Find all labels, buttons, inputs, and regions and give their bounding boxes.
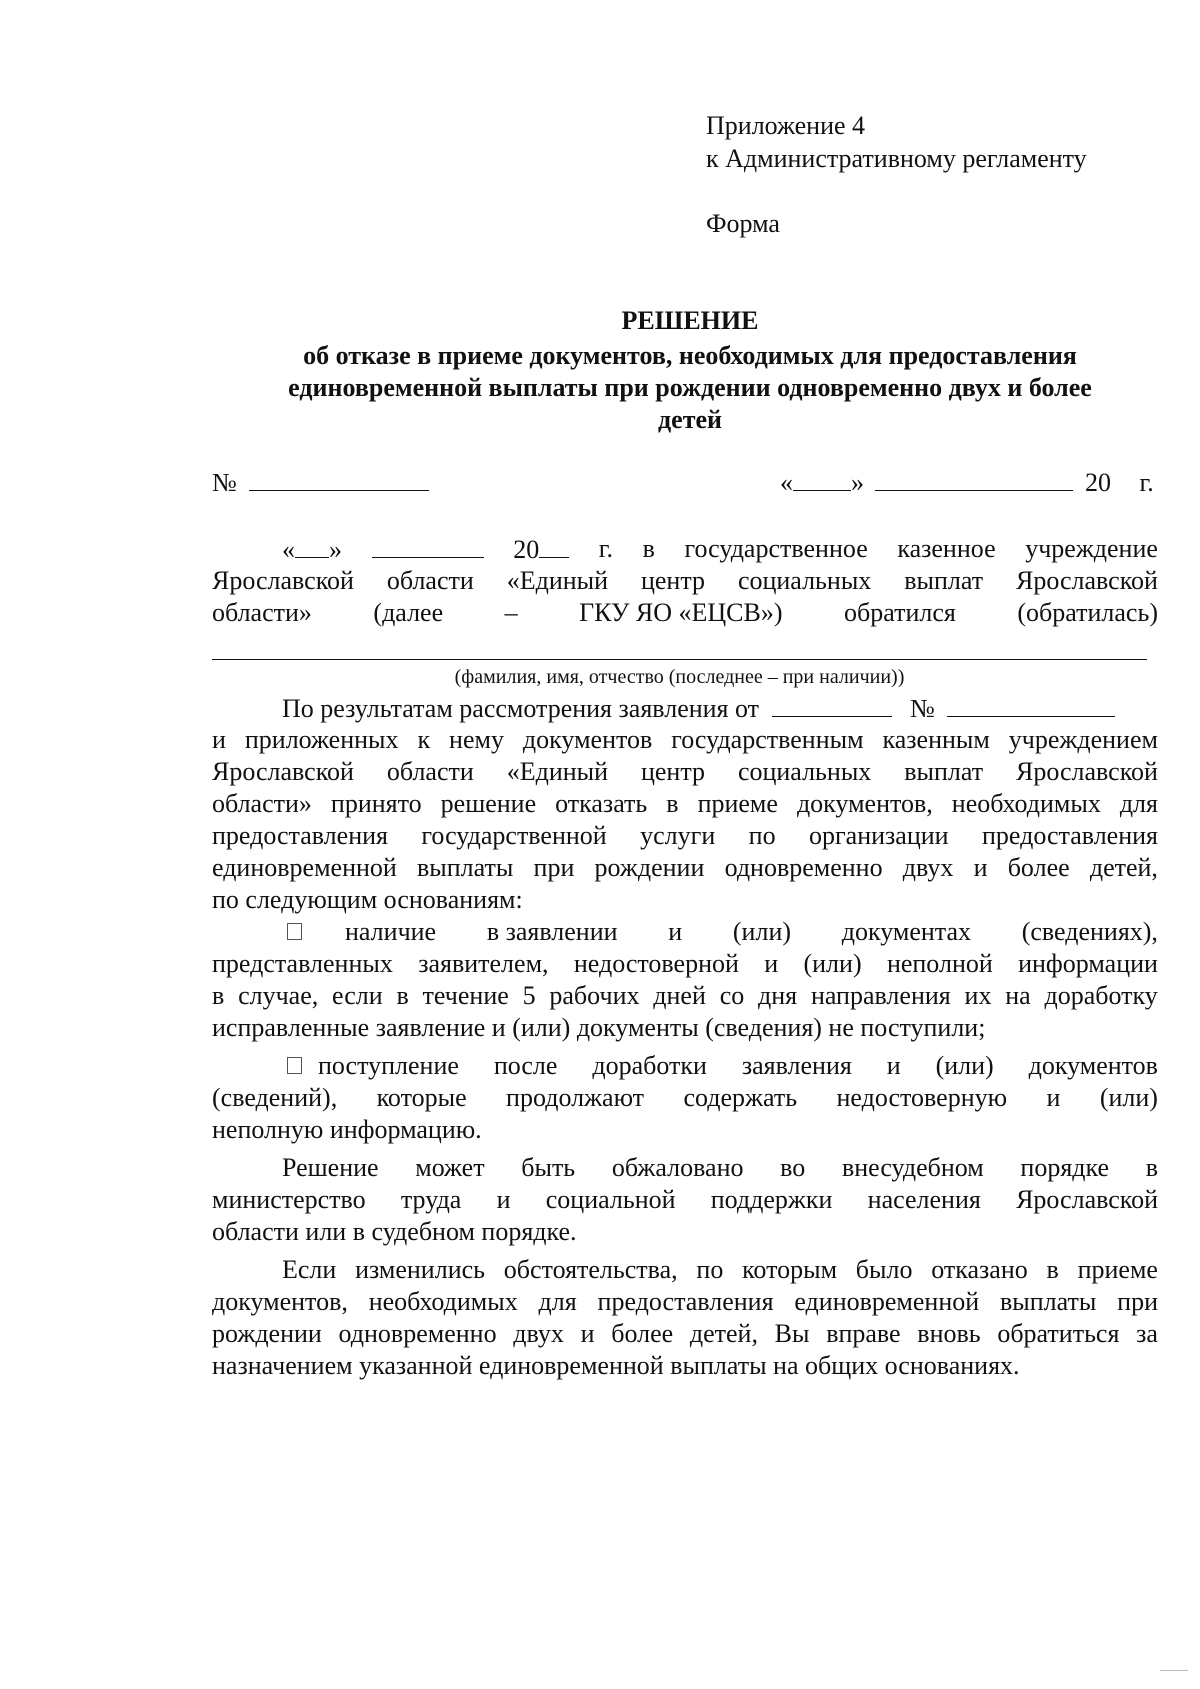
word: социальных [737, 757, 872, 786]
intro-line-3 [212, 597, 1158, 629]
word: (обратилась) [1017, 598, 1158, 627]
decision-date-row [780, 466, 1154, 499]
document-subtitle-line-2: единовременной выплаты при рождении одновременно двух и более [288, 373, 1092, 402]
result-line-7: по следующим основаниям: [212, 885, 523, 914]
word: и [668, 917, 683, 946]
word: детей, [689, 1319, 758, 1348]
word: Если [282, 1255, 337, 1284]
intro-word: г. [598, 534, 614, 563]
ground-1-line-4: исправленные заявление и (или) документы (сведения) не поступили; [212, 1013, 986, 1042]
word: предоставления [597, 1287, 774, 1316]
word: и [1046, 1083, 1061, 1112]
word: вправе [826, 1319, 901, 1348]
word: двух [902, 853, 954, 882]
word: представленных [212, 949, 393, 978]
date-year-suffix: г. [1139, 468, 1154, 497]
word: принято [330, 789, 422, 818]
word: и [580, 1319, 595, 1348]
word: государственной [421, 821, 607, 850]
word: документов [522, 725, 653, 754]
intro-line-2 [212, 565, 1158, 597]
word: населения [867, 1185, 981, 1214]
word: (сведений), [212, 1083, 338, 1112]
word: решение [440, 789, 537, 818]
word: заявителем, [418, 949, 549, 978]
word: приложенных [244, 725, 399, 754]
word: области [386, 757, 474, 786]
closing-line-1 [282, 1254, 1158, 1286]
ground-2-line-1 [318, 1050, 1158, 1082]
checkbox-icon[interactable] [287, 923, 302, 940]
word: их [964, 981, 992, 1010]
word: услуги [640, 821, 716, 850]
ground-1-checkbox-wrap [287, 916, 302, 948]
word: труда [400, 1185, 462, 1214]
document-subtitle-line-1: об отказе в приеме документов, необходимых для предоставления [303, 341, 1077, 370]
word: было [855, 1255, 913, 1284]
appeal-line-3: области или в судебном порядке. [212, 1217, 577, 1246]
word: Ярославской [1016, 1185, 1158, 1214]
word: организации [809, 821, 949, 850]
word: центр [640, 757, 706, 786]
date-quote-close: » [851, 468, 864, 497]
word: (или) [803, 949, 862, 978]
application-date-blank[interactable] [772, 692, 892, 717]
intro-month-blank[interactable] [372, 533, 484, 558]
appeal-line-1 [282, 1152, 1158, 1184]
decision-number-row [212, 466, 429, 499]
word: со [719, 981, 745, 1010]
word: – [504, 598, 518, 627]
word: на [1005, 981, 1031, 1010]
word: «Единый [506, 757, 609, 786]
intro-quote-open: « [282, 535, 295, 564]
checkbox-icon[interactable] [287, 1057, 302, 1074]
word: выплат [904, 566, 984, 595]
word: области» [212, 789, 312, 818]
word: необходимых [951, 789, 1101, 818]
word: Вы [774, 1319, 810, 1348]
word: быть [521, 1153, 576, 1182]
word: Решение [282, 1153, 379, 1182]
word: более [611, 1319, 674, 1348]
word: и [496, 1185, 511, 1214]
ground-1-line-1 [345, 916, 1158, 948]
intro-line-1 [212, 533, 1158, 566]
appendix-label: Приложение 4 [706, 111, 866, 140]
word: во [780, 1153, 806, 1182]
word: и [973, 853, 988, 882]
closing-line-2 [212, 1286, 1158, 1318]
word: области [386, 566, 474, 595]
ground-2-checkbox-wrap [287, 1050, 302, 1082]
word: Ярославской [1016, 757, 1158, 786]
word: приеме [1077, 1255, 1158, 1284]
word: по [696, 1255, 724, 1284]
word: обратиться [997, 1319, 1120, 1348]
intro-word: казенное [897, 534, 996, 563]
word: если [332, 981, 383, 1010]
word: в [212, 981, 225, 1010]
word: отказано [931, 1255, 1028, 1284]
word: которые [376, 1083, 467, 1112]
word: (сведениях), [1021, 917, 1158, 946]
word: социальных [737, 566, 872, 595]
word: рождении [212, 1319, 322, 1348]
word: содержать [683, 1083, 798, 1112]
word: единовременной [212, 853, 397, 882]
word: дня [758, 981, 798, 1010]
result-line-3 [212, 756, 1158, 788]
date-month-blank[interactable] [875, 466, 1073, 491]
word: документах [841, 917, 971, 946]
decision-number-blank[interactable] [249, 466, 429, 491]
word: Ярославской [1016, 566, 1158, 595]
word: одновременно [724, 853, 883, 882]
scan-edge-mark [1160, 1670, 1188, 1671]
word: заявления [741, 1051, 852, 1080]
word: документов [1028, 1051, 1158, 1080]
word: выплат [904, 757, 984, 786]
word: Ярославской [212, 757, 354, 786]
word: документов, [796, 789, 933, 818]
number-sign: № [212, 468, 237, 497]
word: вновь [917, 1319, 981, 1348]
applicant-name-blank[interactable] [212, 659, 1147, 660]
word: недостоверной [573, 949, 739, 978]
word: (или) [732, 917, 792, 946]
result-line-6 [212, 852, 1158, 884]
application-number-sign: № [910, 694, 935, 723]
intro-day-blank[interactable] [295, 533, 329, 558]
word: порядке [1020, 1153, 1110, 1182]
word: выплаты [1000, 1287, 1097, 1316]
date-year-prefix: 20 [1085, 468, 1111, 497]
appeal-line-2 [212, 1184, 1158, 1216]
word: при [533, 853, 575, 882]
word: доработки [592, 1051, 707, 1080]
ground-2-line-2 [212, 1082, 1158, 1114]
word: доработку [1044, 981, 1158, 1010]
word: информации [1018, 949, 1158, 978]
result-line-1 [282, 692, 1115, 725]
intro-year-blank[interactable] [539, 533, 569, 558]
word: и [212, 725, 226, 754]
word: более [1007, 853, 1070, 882]
result-line-5 [212, 820, 1158, 852]
word: по [748, 821, 776, 850]
word: течение [422, 981, 509, 1010]
word: государственным [671, 725, 864, 754]
word: и [764, 949, 779, 978]
word: детей, [1089, 853, 1158, 882]
word: (или) [935, 1051, 994, 1080]
word: единовременной [794, 1287, 980, 1316]
word: документов, [212, 1287, 348, 1316]
word: приеме [697, 789, 778, 818]
word: которым [742, 1255, 838, 1284]
word: рабочих [549, 981, 640, 1010]
ground-1-line-2 [212, 948, 1158, 980]
applicant-name-caption: (фамилия, имя, отчество (последнее – при наличии)) [454, 666, 905, 688]
word: для [1119, 789, 1158, 818]
document-title: РЕШЕНИЕ [621, 306, 759, 335]
word: министерство [212, 1185, 366, 1214]
word: в [1145, 1153, 1158, 1182]
word: в [666, 789, 679, 818]
ground-1-line-3 [212, 980, 1158, 1012]
document-subtitle-line-3: детей [658, 405, 722, 434]
word: поддержки [710, 1185, 833, 1214]
word: после [493, 1051, 558, 1080]
date-day-blank[interactable] [793, 466, 851, 491]
word: в заявлении [486, 917, 618, 946]
word: продолжают [506, 1083, 645, 1112]
word: обратился [844, 598, 956, 627]
ground-2-line-3: неполную информацию. [212, 1115, 482, 1144]
form-label: Форма [706, 209, 780, 238]
word: предоставления [212, 821, 388, 850]
word: поступление [318, 1051, 459, 1080]
word: обжаловано [611, 1153, 744, 1182]
word: учреждением [1008, 725, 1158, 754]
word: выплаты [417, 853, 514, 882]
word: (далее [373, 598, 444, 627]
word: социальной [545, 1185, 676, 1214]
word: отказать [555, 789, 648, 818]
word: Ярославской [212, 566, 354, 595]
word: двух [513, 1319, 564, 1348]
intro-word: государственное [684, 534, 868, 563]
intro-word: в [642, 534, 655, 563]
word: может [415, 1153, 485, 1182]
regulation-reference: к Административному регламенту [706, 144, 1087, 173]
word: к [417, 725, 431, 754]
word: нему [449, 725, 504, 754]
word: при [1117, 1287, 1158, 1316]
word: и [886, 1051, 901, 1080]
word: предоставления [982, 821, 1158, 850]
word: рождении [594, 853, 705, 882]
word: дней [653, 981, 706, 1010]
word: за [1136, 1319, 1158, 1348]
word: области» [212, 598, 312, 627]
word: наличие [345, 917, 437, 946]
word: внесудебном [841, 1153, 984, 1182]
word: 5 [522, 981, 536, 1010]
intro-quote-close: » [329, 535, 342, 564]
intro-year-prefix: 20 [513, 535, 540, 564]
word: недостоверную [836, 1083, 1008, 1112]
word: в [1046, 1255, 1059, 1284]
word: одновременно [338, 1319, 497, 1348]
application-number-blank[interactable] [947, 692, 1115, 717]
word: изменились [355, 1255, 486, 1284]
date-quote-open: « [780, 468, 793, 497]
intro-word: учреждение [1025, 534, 1158, 563]
result-text: По результатам рассмотрения заявления от [282, 694, 760, 723]
word: ГКУ ЯО «ЕЦСВ») [579, 598, 783, 627]
closing-line-3 [212, 1318, 1158, 1350]
word: необходимых [368, 1287, 518, 1316]
word: «Единый [506, 566, 609, 595]
result-line-4 [212, 788, 1158, 820]
word: неполной [886, 949, 993, 978]
result-line-2 [212, 724, 1158, 756]
word: обстоятельства, [503, 1255, 678, 1284]
word: направления [810, 981, 951, 1010]
word: для [538, 1287, 577, 1316]
word: казенным [882, 725, 990, 754]
closing-line-4: назначением указанной единовременной выплаты на общих основаниях. [212, 1351, 1020, 1380]
word: (или) [1099, 1083, 1158, 1112]
word: случае, [238, 981, 319, 1010]
word: центр [640, 566, 706, 595]
word: в [396, 981, 409, 1010]
